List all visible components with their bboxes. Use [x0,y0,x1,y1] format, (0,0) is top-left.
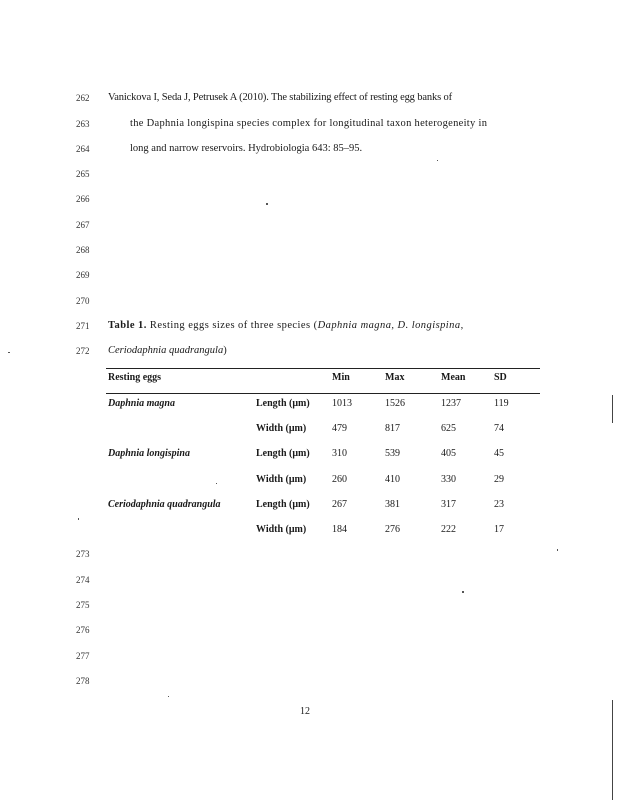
table-caption [108,320,464,331]
cell-min: 184 [332,524,347,535]
cell-species: Daphnia magna [108,398,175,409]
cell-sd: 119 [494,398,509,409]
scan-speck [216,483,217,484]
header-resting-eggs: Resting eggs [108,372,162,383]
cell-sd: 23 [494,499,504,510]
header-mean: Mean [441,372,466,383]
line-number: 272 [76,346,90,356]
cell-min: 310 [332,448,347,459]
reference-line-2: the Daphnia longispina species complex for longitudinal taxon heterogeneity in [130,118,488,129]
line-number: 270 [76,296,90,306]
table-caption-line-2 [108,345,227,356]
cell-max: 817 [385,423,400,434]
scan-speck [462,591,464,593]
scan-speck [168,696,169,697]
cell-sd: 29 [494,474,504,485]
cell-min: 1013 [332,398,352,409]
header-max: Max [385,372,405,383]
cell-measure: Length (μm) [256,398,310,409]
scan-edge-mark [612,395,613,423]
cell-max: 1526 [385,398,405,409]
cell-max: 276 [385,524,400,535]
cell-species: Daphnia longispina [108,448,190,459]
cell-min: 260 [332,474,347,485]
line-number: 266 [76,194,90,204]
cell-mean: 405 [441,448,456,459]
line-number: 276 [76,625,90,635]
table-header-rule [106,393,540,394]
line-number: 265 [76,169,90,179]
cell-sd: 45 [494,448,504,459]
cell-sd: 74 [494,423,504,434]
cell-mean: 1237 [441,398,461,409]
caption-species-2: Ceriodaphnia quadrangula [108,345,224,356]
line-number: 273 [76,549,90,559]
cell-min: 479 [332,423,347,434]
cell-max: 539 [385,448,400,459]
cell-min: 267 [332,499,347,510]
page-number: 12 [300,706,310,717]
line-number: 263 [76,119,90,129]
line-number: 271 [76,321,90,331]
line-number: 275 [76,600,90,610]
cell-measure: Width (μm) [256,474,307,485]
cell-measure: Length (μm) [256,499,310,510]
cell-measure: Length (μm) [256,448,310,459]
line-number: 267 [76,220,90,230]
cell-mean: 625 [441,423,456,434]
cell-max: 381 [385,499,400,510]
cell-mean: 317 [441,499,456,510]
scan-speck [8,352,10,353]
line-number: 274 [76,575,90,585]
cell-max: 410 [385,474,400,485]
scan-speck [557,549,558,551]
header-min: Min [332,372,350,383]
header-sd: SD [494,372,507,383]
caption-label: Table 1. [108,320,147,331]
line-number: 277 [76,651,90,661]
cell-mean: 330 [441,474,456,485]
reference-line-1: Vanickova I, Seda J, Petrusek A (2010). The stabilizing effect of resting egg banks of [108,92,452,103]
cell-measure: Width (μm) [256,524,307,535]
scan-edge-mark [612,700,613,800]
line-number: 269 [76,270,90,280]
cell-measure: Width (μm) [256,423,307,434]
cell-mean: 222 [441,524,456,535]
table-top-rule [106,368,540,369]
scan-speck [437,160,438,161]
line-number: 264 [76,144,90,154]
cell-species: Ceriodaphnia quadrangula [108,499,221,510]
line-number: 268 [76,245,90,255]
reference-line-3: long and narrow reservoirs. Hydrobiologia 643: 85–95. [130,143,363,154]
caption-close: ) [223,345,227,356]
scan-speck [78,518,79,520]
cell-sd: 17 [494,524,504,535]
line-number: 278 [76,676,90,686]
line-number: 262 [76,93,90,103]
caption-text: Resting eggs sizes of three species ( [149,320,318,331]
scan-speck [266,203,268,205]
caption-species: Daphnia magna, D. longispina, [317,320,464,331]
